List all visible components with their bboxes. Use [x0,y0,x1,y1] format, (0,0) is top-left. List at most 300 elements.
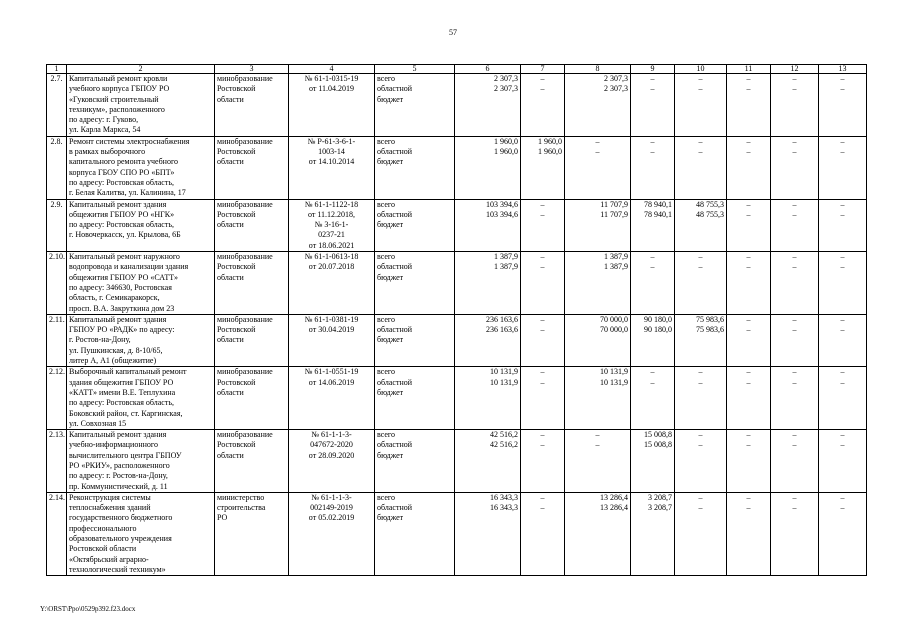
document-ref-line: от 18.06.2021 [308,240,355,250]
amount-cell [521,314,565,366]
amount-cell [631,492,675,575]
object-name-line: литер А, А1 (общежитие) [69,356,157,366]
responsible-org-line: минобразование [217,367,273,377]
amount-value: – [792,252,797,262]
funding-source-line: областной [377,503,413,513]
amount-value: – [540,503,545,513]
amount-value: – [840,314,845,324]
document-ref-cell [289,314,375,366]
amount-cell [455,136,521,199]
file-path-footer: Y:\ORST\Ppo\0529p392.f23.docx [40,605,136,613]
document-ref-cell [289,136,375,199]
responsible-org-line: Ростовской [217,147,256,157]
amount-value: – [792,325,797,335]
funding-source-line: бюджет [377,335,404,345]
amount-cell [727,492,771,575]
amount-cell [631,314,675,366]
amount-value: – [746,74,751,83]
table-row [47,199,867,251]
amount-value: 42 516,2 [490,430,518,440]
amount-value: – [698,136,703,146]
table-row [47,252,867,315]
amount-value: 2 307,3 [494,74,518,83]
responsible-org-cell [215,430,289,493]
amount-cell [521,430,565,493]
amount-cell [521,252,565,315]
object-name-line: Реконструкция системы [69,492,151,502]
amount-value: – [650,252,655,262]
responsible-org-cell [215,199,289,251]
object-name-cell [67,199,215,251]
amount-cell [565,314,631,366]
amount-value: – [698,430,703,440]
document-ref-line: от 30.04.2019 [308,325,355,335]
amount-value: – [540,252,545,262]
col-number-cell: 1 [47,65,67,74]
funding-source-line: бюджет [377,450,404,460]
amount-value: – [698,84,703,94]
responsible-org-line: Ростовской [217,209,256,219]
object-name-cell [67,136,215,199]
responsible-org-line: Ростовской [217,84,256,94]
amount-cell [727,367,771,430]
funding-source-line: бюджет [377,94,404,104]
document-ref-line: 002149-2019 [310,503,353,513]
object-name-line: «Октябрьский аграрно- [69,554,149,564]
document-ref-cell [289,430,375,493]
amount-value: – [746,262,751,272]
funding-source-line: всего [377,74,396,83]
amount-value: 75 983,6 [696,325,724,335]
amount-value: 236 163,6 [486,314,518,324]
amount-cell [565,199,631,251]
col-number-cell: 2 [67,65,215,74]
object-name-line: водопровода и канализации здания [69,262,189,272]
document-ref-line: от 11.12.2018, [307,209,356,219]
document-ref-line: № 61-1-0551-19 [304,367,359,377]
amount-cell [771,367,819,430]
amount-cell [675,136,727,199]
object-name-line: по адресу: г. Ростов-на-Дону, [69,471,168,481]
object-name-cell [67,430,215,493]
amount-value: – [650,377,655,387]
funding-source-cell [375,492,455,575]
amount-cell [675,367,727,430]
amount-value: – [746,325,751,335]
amount-value: 90 180,0 [644,314,672,324]
document-ref-line: 1003-14 [318,147,345,157]
amount-cell [819,252,867,315]
amount-cell [631,430,675,493]
object-name-line: ГБПОУ РО «РАДК» по адресу: [69,325,175,335]
amount-cell [819,199,867,251]
table-row [47,430,867,493]
object-name-line: ул. Совхозная 15 [69,418,127,428]
amount-value: – [746,147,751,157]
amount-value: – [792,440,797,450]
document-ref-line: от 14.06.2019 [308,377,355,387]
responsible-org-line: строительства [217,503,266,513]
document-ref-cell [289,199,375,251]
amount-cell [727,252,771,315]
object-name-line: Капитальный ремонт здания [69,430,167,440]
amount-value: – [650,367,655,377]
object-name-cell [67,74,215,137]
object-name-line: государственного бюджетного [69,513,173,523]
amount-value: 13 286,4 [600,492,628,502]
amount-value: 48 755,3 [696,199,724,209]
amount-cell [819,136,867,199]
object-name-line: техникум», расположенного [69,104,165,114]
amount-cell [675,252,727,315]
amount-cell [565,252,631,315]
amount-value: – [792,367,797,377]
responsible-org-cell [215,367,289,430]
amount-value: – [540,325,545,335]
funding-source-line: областной [377,377,413,387]
amount-value: – [746,503,751,513]
object-name-cell [67,314,215,366]
amount-cell [771,252,819,315]
col-number-cell: 11 [727,65,771,74]
amount-value: – [540,74,545,83]
amount-value: 1 960,0 [494,147,518,157]
amount-value: – [840,252,845,262]
document-ref-line: № 61-1-1-3- [311,492,352,502]
amount-value: – [746,314,751,324]
object-name-cell [67,252,215,315]
table-body [47,65,867,576]
amount-value: – [540,367,545,377]
object-name-line: Капитальный ремонт здания [69,199,167,209]
object-name-line: общежития ГБПОУ РО «САТТ» [69,272,178,282]
object-name-line: ул. Карла Маркса, 54 [69,125,141,135]
document-ref-line: № 61-1-0381-19 [304,314,359,324]
amount-value: 1 387,9 [494,262,518,272]
amount-value: – [746,209,751,219]
amount-value: – [698,262,703,272]
amount-value: – [840,503,845,513]
funding-source-line: бюджет [377,272,404,282]
item-number-cell: 2.10. [47,252,67,315]
amount-value: 1 960,0 [538,147,562,157]
item-number-cell: 2.12. [47,367,67,430]
col-number-cell: 12 [771,65,819,74]
responsible-org-line: минобразование [217,74,273,83]
responsible-org-line: области [217,272,244,282]
amount-cell [819,314,867,366]
amount-value: – [698,147,703,157]
item-number-cell: 2.11. [47,314,67,366]
amount-value: – [595,440,600,450]
item-number-cell: 2.13. [47,430,67,493]
amount-value: – [792,430,797,440]
funding-source-cell [375,136,455,199]
amount-cell [819,74,867,137]
amount-value: 1 960,0 [538,136,562,146]
col-number-cell: 3 [215,65,289,74]
amount-value: – [792,314,797,324]
amount-value: 78 940,1 [644,199,672,209]
amount-value: – [746,136,751,146]
amount-cell [521,367,565,430]
amount-cell [675,430,727,493]
responsible-org-cell [215,136,289,199]
amount-value: – [698,74,703,83]
amount-value: 90 180,0 [644,325,672,335]
amount-value: 70 000,0 [600,314,628,324]
object-name-line: область, г. Семикаракорск, [69,293,160,303]
amount-cell [631,74,675,137]
col-number-cell: 6 [455,65,521,74]
table-row [47,136,867,199]
amount-cell [565,430,631,493]
amount-cell [455,492,521,575]
amount-value: – [698,503,703,513]
amount-value: – [540,209,545,219]
amount-value: 1 960,0 [494,136,518,146]
amount-value: 48 755,3 [696,209,724,219]
amount-value: 103 394,6 [486,209,518,219]
object-name-line: по адресу: Ростовская область, [69,220,174,230]
amount-value: 3 208,7 [648,492,672,502]
amount-value: – [698,252,703,262]
amount-value: – [792,492,797,502]
funding-source-line: областной [377,84,413,94]
responsible-org-line: минобразование [217,430,273,440]
object-name-line: «КАТТ» имени В.Е. Теплухина [69,387,176,397]
col-number-cell: 10 [675,65,727,74]
responsible-org-line: области [217,387,244,397]
amount-value: – [540,262,545,272]
funding-source-line: всего [377,367,396,377]
amount-cell [521,136,565,199]
document-ref-line: 047672-2020 [310,440,353,450]
object-name-line: по адресу: 346630, Ростовская [69,282,172,292]
object-name-line: просп. В.А. Закруткина дом 23 [69,303,175,313]
amount-value: 15 008,8 [644,440,672,450]
amount-cell [727,199,771,251]
amount-value: 78 940,1 [644,209,672,219]
funding-source-line: бюджет [377,157,404,167]
col-number-cell: 9 [631,65,675,74]
amount-value: – [540,84,545,94]
amount-cell [631,199,675,251]
responsible-org-line: области [217,335,244,345]
object-name-line: Ростовской области [69,544,137,554]
amount-value: – [746,440,751,450]
table-row [47,74,867,137]
amount-cell [521,74,565,137]
amount-value: – [595,430,600,440]
amount-value: – [746,252,751,262]
responsible-org-line: минобразование [217,199,273,209]
object-name-line: Капитальный ремонт наружного [69,252,180,262]
amount-value: – [698,440,703,450]
responsible-org-line: области [217,450,244,460]
amount-value: 10 131,9 [600,367,628,377]
object-name-line: Выборочный капитальный ремонт [69,367,187,377]
object-name-line: Боковский район, ст. Каргинская, [69,408,183,418]
funding-source-line: областной [377,262,413,272]
amount-value: – [792,503,797,513]
amount-cell [455,74,521,137]
funding-source-line: областной [377,325,413,335]
amount-value: – [540,199,545,209]
funding-source-line: всего [377,136,396,146]
amount-value: – [840,325,845,335]
col-number-cell: 5 [375,65,455,74]
amount-value: – [650,74,655,83]
amount-value: – [840,147,845,157]
amount-cell [675,314,727,366]
amount-value: – [792,199,797,209]
document-ref-line: № 3-16-1- [314,220,349,230]
amount-cell [521,199,565,251]
funding-source-line: областной [377,147,413,157]
amount-cell [727,74,771,137]
funding-source-line: всего [377,314,396,324]
document-ref-line: от 20.07.2018 [308,262,355,272]
object-name-line: технологический техникум» [69,564,166,574]
amount-value: – [650,262,655,272]
amount-cell [521,492,565,575]
amount-value: – [540,440,545,450]
amount-value: 11 707,9 [600,209,628,219]
document-ref-line: № 61-1-1122-18 [304,199,359,209]
amount-value: – [746,377,751,387]
object-name-line: общежития ГБПОУ РО «НГК» [69,209,175,219]
amount-value: 10 131,9 [490,377,518,387]
responsible-org-line: минобразование [217,136,273,146]
amount-value: 42 516,2 [490,440,518,450]
document-ref-line: от 28.09.2020 [308,450,355,460]
document-ref-line: от 14.10.2014 [308,157,355,167]
amount-value: 236 163,6 [486,325,518,335]
responsible-org-cell [215,492,289,575]
amount-cell [455,199,521,251]
amount-value: – [840,367,845,377]
amount-value: – [540,492,545,502]
funding-source-line: всего [377,199,396,209]
amount-cell [771,314,819,366]
table-row [47,314,867,366]
amount-cell [565,367,631,430]
amount-value: – [698,492,703,502]
amount-value: 16 343,3 [490,492,518,502]
col-number-cell: 13 [819,65,867,74]
document-ref-line: от 05.02.2019 [308,513,355,523]
amount-value: – [698,367,703,377]
amount-value: – [540,430,545,440]
document-ref-cell [289,74,375,137]
amount-cell [565,492,631,575]
amount-cell [771,430,819,493]
amount-value: – [595,147,600,157]
amount-value: – [746,84,751,94]
object-name-line: корпуса ГБОУ СПО РО «БПТ» [69,167,175,177]
document-ref-line: № 61-1-1-3- [311,430,352,440]
amount-value: – [840,262,845,272]
amount-value: 2 307,3 [604,84,628,94]
amount-value: – [650,84,655,94]
amount-value: – [540,314,545,324]
object-name-line: Капитальный ремонт здания [69,314,167,324]
amount-value: – [840,209,845,219]
col-number-cell: 7 [521,65,565,74]
table-row [47,492,867,575]
item-number-cell: 2.7. [47,74,67,137]
responsible-org-cell [215,252,289,315]
funding-source-line: бюджет [377,387,404,397]
responsible-org-line: области [217,220,244,230]
amount-value: – [540,377,545,387]
document-ref-line: 0237-21 [318,230,345,240]
amount-value: – [792,209,797,219]
document-ref-cell [289,252,375,315]
amount-value: 2 307,3 [494,84,518,94]
funding-source-cell [375,314,455,366]
amount-value: 15 008,8 [644,430,672,440]
amount-cell [727,314,771,366]
amount-cell [631,252,675,315]
object-name-line: теплоснабжения зданий [69,503,151,513]
responsible-org-line: министерство [217,492,265,502]
item-number-cell: 2.14. [47,492,67,575]
amount-value: 11 707,9 [600,199,628,209]
amount-cell [819,367,867,430]
item-number-cell: 2.8. [47,136,67,199]
object-name-line: вычислительного центра ГБПОУ [69,450,182,460]
object-name-line: капитального ремонта учебного [69,157,179,167]
object-name-line: Капитальный ремонт кровли [69,74,168,83]
amount-value: – [746,430,751,440]
object-name-line: профессионального [69,523,137,533]
amount-value: – [840,430,845,440]
amount-cell [455,252,521,315]
col-number-cell: 8 [565,65,631,74]
object-name-line: учебно-информационного [69,440,158,450]
object-name-line: РО «РКИУ», расположенного [69,460,170,470]
amount-value: – [746,492,751,502]
funding-source-line: всего [377,492,396,502]
amount-value: – [650,136,655,146]
funding-source-line: бюджет [377,220,404,230]
amount-value: 10 131,9 [600,377,628,387]
object-name-line: пр. Коммунистический, д. 11 [69,481,168,491]
amount-value: 103 394,6 [486,199,518,209]
object-name-line: образовательного учреждения [69,534,172,544]
responsible-org-cell [215,74,289,137]
amount-value: – [840,492,845,502]
amount-cell [455,430,521,493]
document-ref-cell [289,492,375,575]
object-name-cell [67,367,215,430]
funding-source-line: областной [377,209,413,219]
amount-cell [819,492,867,575]
amount-cell [771,492,819,575]
responsible-org-line: области [217,94,244,104]
object-name-cell [67,492,215,575]
funding-source-line: всего [377,252,396,262]
amount-value: – [840,74,845,83]
amount-value: – [698,377,703,387]
amount-value: 1 387,9 [604,262,628,272]
object-name-line: по адресу: Ростовская область, [69,398,174,408]
document-ref-cell [289,367,375,430]
amount-cell [675,199,727,251]
amount-cell [727,430,771,493]
